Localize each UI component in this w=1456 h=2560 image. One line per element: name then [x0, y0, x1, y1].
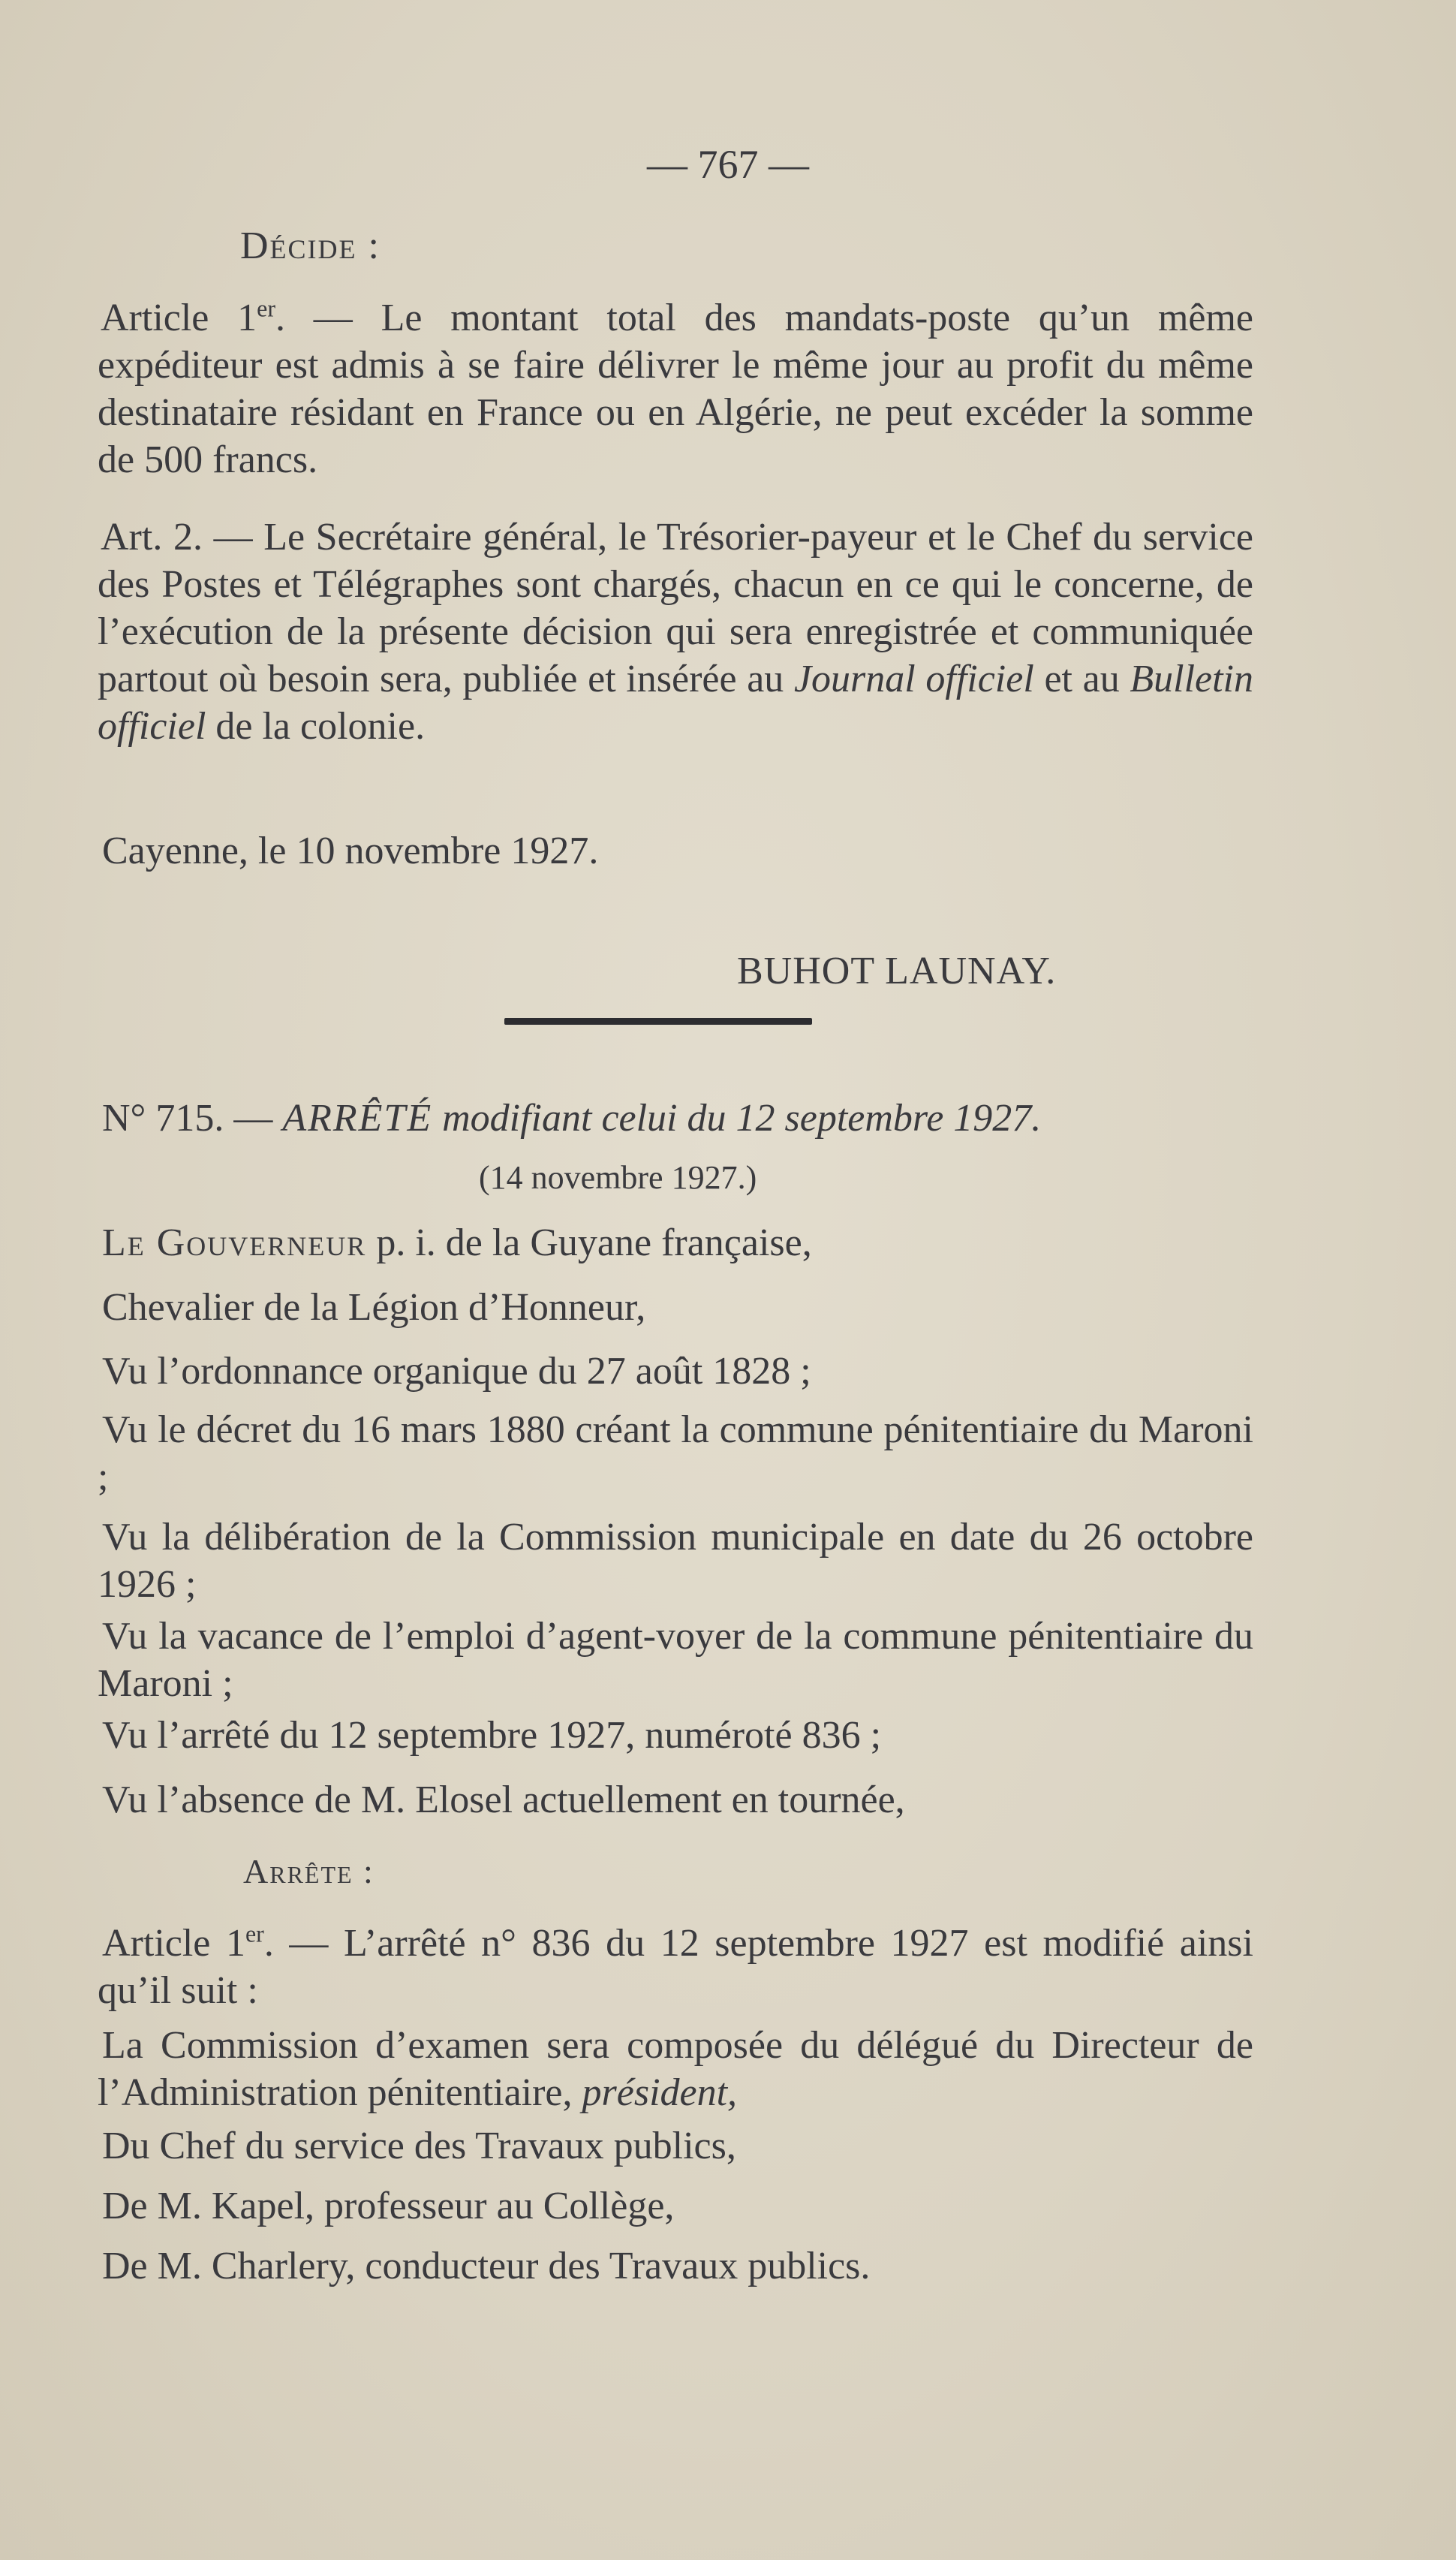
- commission-composition: [98, 2022, 1253, 2116]
- arrete-title-caps: ARRÊTÉ: [282, 1097, 433, 1140]
- separator-rule: [504, 1018, 812, 1025]
- vu-vacance: Vu la vacance de l’emploi d’agent-voyer de la commune pénitentiaire du Maroni ;: [98, 1615, 1253, 1705]
- governor-line: [102, 1219, 812, 1266]
- place-date: Cayenne, le 10 novembre 1927.: [102, 830, 599, 872]
- signature: BUHOT LAUNAY.: [737, 950, 1057, 992]
- member-kapel: De M. Kapel, professeur au Collège,: [102, 2185, 675, 2227]
- vu-absence: Vu l’absence de M. Elosel actuellement en tournée,: [102, 1778, 905, 1821]
- vu-arrete-836: Vu l’arrêté du 12 septembre 1927, numéroté 836 ;: [102, 1714, 882, 1757]
- governor-rest: p. i. de la Guyane française,: [366, 1221, 812, 1264]
- arrete-title: [102, 1095, 1041, 1142]
- member-charlery: De M. Charlery, conducteur des Travaux publics.: [102, 2245, 871, 2287]
- page-number: — 767 —: [647, 142, 809, 187]
- bulletin-officiel: Bulletin officiel: [98, 658, 1254, 748]
- article-label: Article 1: [102, 1922, 245, 1965]
- commission-president: président,: [582, 2071, 738, 2114]
- article-sup: er: [257, 294, 276, 322]
- article-text: . — L’arrêté n° 836 du 12 septembre 1927 est modifié ainsi qu’il suit :: [98, 1922, 1253, 2012]
- arrete-heading: Arrête :: [243, 1852, 375, 1890]
- article-text: . — Le montant total des mandats-poste qu’un même expéditeur est admis à se faire délivrer le même jour au profit du même destinataire résidant en France ou en Algérie, ne peut excéder la somme de 500 francs.: [98, 297, 1253, 481]
- arrete-article-1: [98, 1920, 1253, 2014]
- decision-article-1: [98, 294, 1253, 483]
- decision-article-2: [98, 514, 1253, 750]
- commission-text: La Commission d’examen sera composée du délégué du Directeur de l’Administration pénitentiaire,: [98, 2024, 1253, 2114]
- journal-officiel: Journal officiel: [793, 658, 1034, 700]
- chevalier-line: Chevalier de la Légion d’Honneur,: [102, 1286, 646, 1329]
- article-2-text-b: et au: [1033, 658, 1130, 700]
- arrete-title-rest: modifiant celui du 12 septembre 1927.: [432, 1097, 1042, 1140]
- vu-decret: Vu le décret du 16 mars 1880 créant la commune pénitentiaire du Maroni ;: [98, 1408, 1253, 1498]
- arrete-number: N° 715. —: [102, 1097, 283, 1140]
- article-2-text-c: de la colonie.: [206, 705, 426, 748]
- decide-heading: Décide :: [240, 224, 381, 267]
- arrete-date: (14 novembre 1927.): [479, 1159, 757, 1196]
- article-label: Article 1: [101, 297, 257, 339]
- vu-deliberation: Vu la délibération de la Commission municipale en date du 26 octobre 1926 ;: [98, 1516, 1253, 1606]
- article-2-text-a: Art. 2. — Le Secrétaire général, le Trésorier-payeur et le Chef du service des Postes et Télégraphes sont chargés, chacun en ce qui le concerne, de l’exécution de la présente décision qui sera enregistrée et communiquée partout où besoin sera, publiée et insérée au: [98, 516, 1253, 700]
- governor-title: Le Gouverneur: [102, 1221, 367, 1264]
- article-sup: er: [245, 1920, 264, 1947]
- member-chef-travaux: Du Chef du service des Travaux publics,: [102, 2125, 736, 2167]
- vu-ordonnance: Vu l’ordonnance organique du 27 août 1828 ;: [102, 1350, 811, 1393]
